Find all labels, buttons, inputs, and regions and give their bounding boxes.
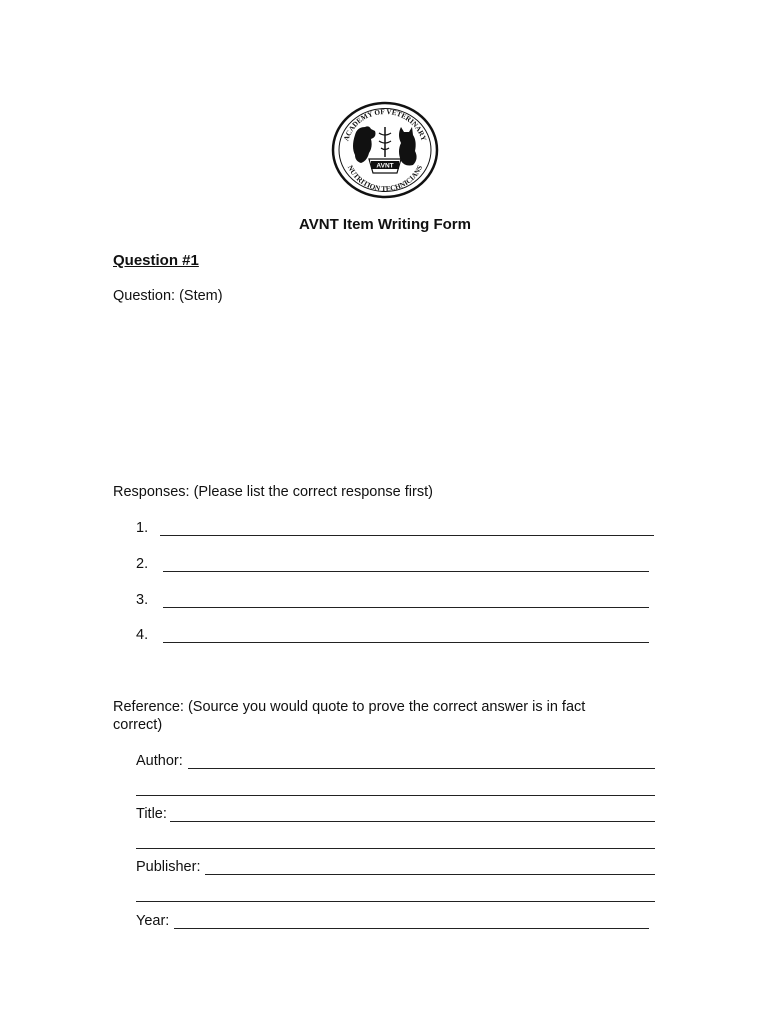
response-line-1[interactable]	[160, 535, 654, 536]
reference-label: Reference: (Source you would quote to prove the correct answer is in fact correct)	[113, 699, 586, 733]
svg-text:AVNT: AVNT	[376, 162, 394, 170]
publisher-label: Publisher:	[136, 859, 201, 875]
author-line[interactable]	[188, 768, 655, 769]
avnt-seal-icon	[331, 101, 439, 199]
question-heading: Question #1	[113, 252, 199, 269]
response-line-2[interactable]	[163, 571, 649, 572]
question-stem-label: Question: (Stem)	[113, 288, 223, 304]
author-label: Author:	[136, 753, 183, 769]
response-line-4[interactable]	[163, 642, 649, 643]
year-line[interactable]	[174, 928, 649, 929]
title-line-continued[interactable]	[136, 848, 655, 849]
year-label: Year:	[136, 913, 170, 929]
response-line-3[interactable]	[163, 607, 649, 608]
svg-text:ACADEMY OF VETERINARY: ACADEMY OF VETERINARY	[342, 107, 428, 143]
svg-text:NUTRITION TECHNICIANS: NUTRITION TECHNICIANS	[345, 164, 425, 194]
responses-label: Responses: (Please list the correct response first)	[113, 484, 433, 500]
author-line-continued[interactable]	[136, 795, 655, 796]
response-number-3: 3.	[136, 592, 149, 608]
title-line[interactable]	[170, 821, 655, 822]
avnt-logo	[331, 101, 439, 199]
response-number-4: 4.	[136, 627, 149, 643]
response-number-1: 1.	[136, 520, 149, 536]
publisher-line[interactable]	[205, 874, 655, 875]
form-title: AVNT Item Writing Form	[299, 216, 471, 233]
title-label: Title:	[136, 806, 167, 822]
publisher-line-continued[interactable]	[136, 901, 655, 902]
response-number-2: 2.	[136, 556, 149, 572]
